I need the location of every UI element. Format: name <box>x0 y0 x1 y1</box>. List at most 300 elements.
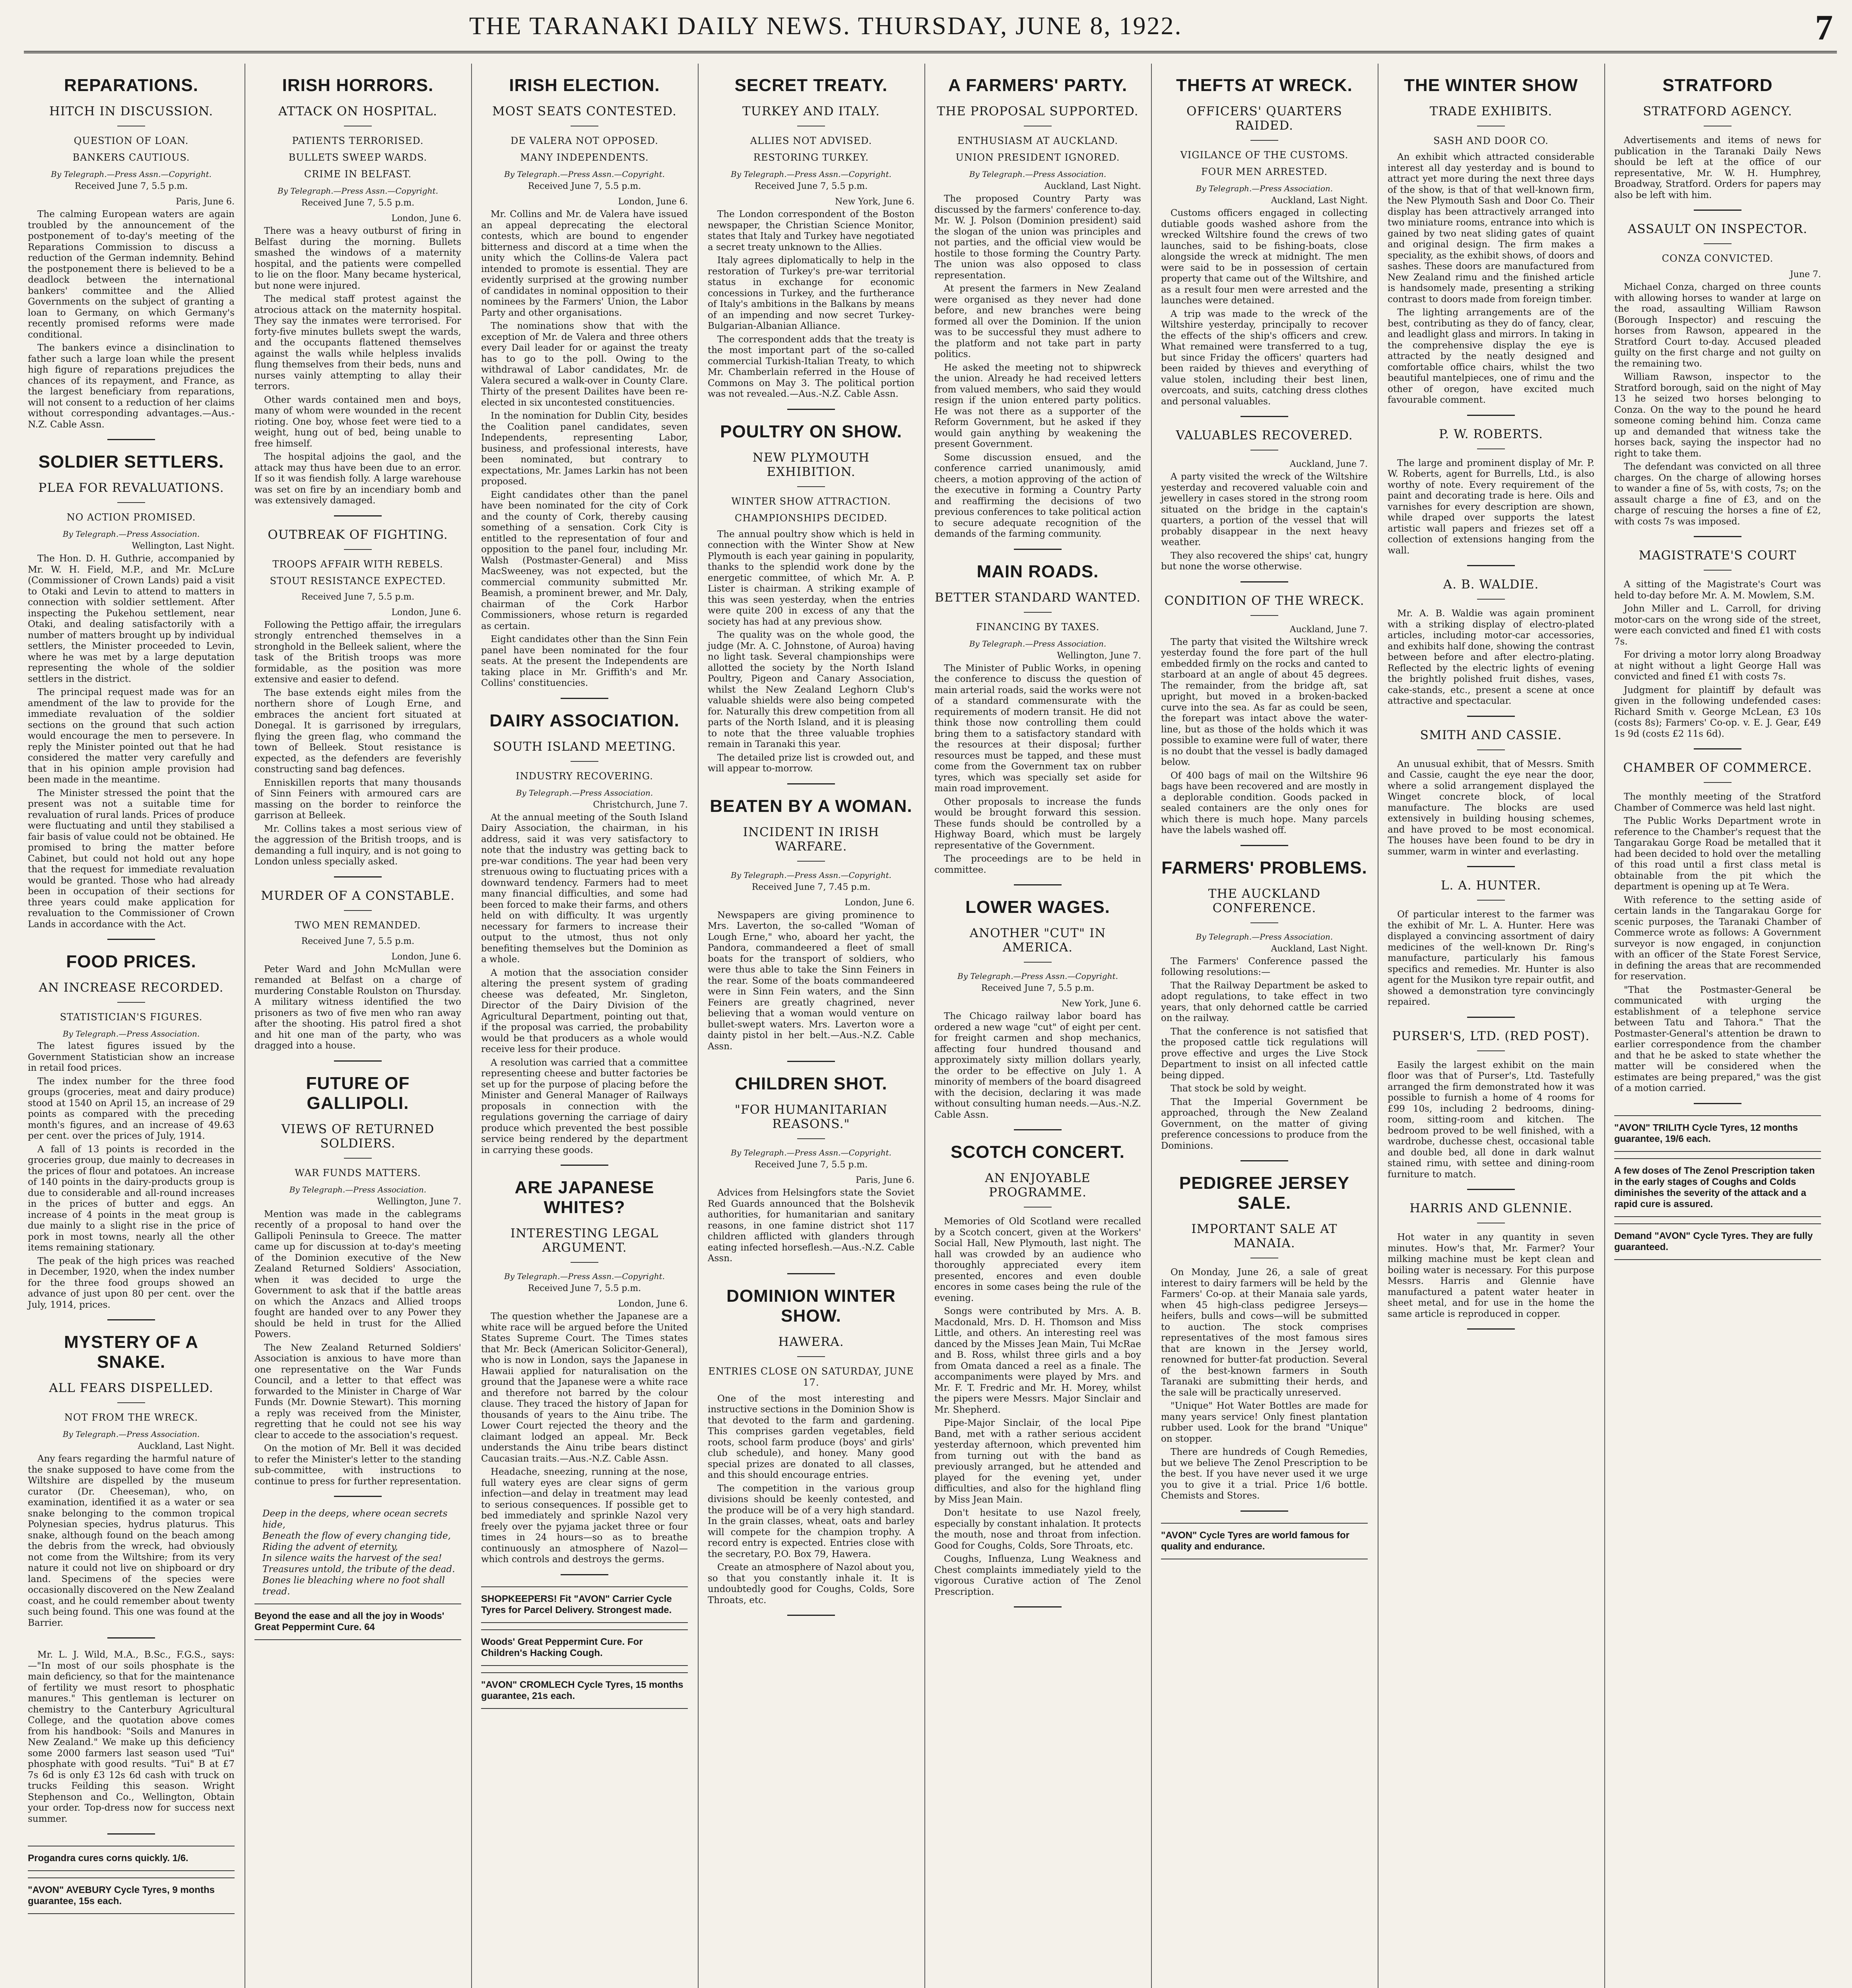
ad-text: "AVON" CROMLECH Cycle Tyres, 15 months guarantee, 21s each. <box>481 1679 683 1701</box>
received-time: Received June 7, 5.5 p.m. <box>754 1160 868 1170</box>
article <box>481 1178 688 1575</box>
poem-line: In silence waits the harvest of the sea! <box>262 1553 442 1563</box>
advertisement <box>1614 1223 1821 1260</box>
poem-line: Beneath the flow of every changing tide, <box>262 1531 451 1541</box>
paragraph: One of the most interesting and instructive sections in the Dominion Show is that devoted to the farm and gardening. This comprises garden vegetables, field roots, school farm produce (boys' and girls' club schedule), and honey. Many good special prizes are donated to all classes, and this should encourage entries. <box>708 1393 914 1480</box>
subheading: STRATFORD AGENCY. <box>1614 104 1821 126</box>
ad-text: Demand "AVON" Cycle Tyres. They are fully guaranteed. <box>1614 1230 1813 1252</box>
dateline: Paris, June 6. <box>856 1175 914 1185</box>
subheading: OUTBREAK OF FIGHTING. <box>254 528 461 550</box>
article-divider <box>1694 748 1741 749</box>
article <box>254 889 461 1062</box>
paragraph: Peter Ward and John McMullan were remanded at Belfast on a charge of murdering Constable Roulston on Thursday. A military witness identified the two prisoners as two of five men who ran away after the shooting. His patrol fired a shot and hit one man of the party, who was dragged into a house. <box>254 964 461 1051</box>
dateline: Wellington, June 7. <box>1057 650 1141 661</box>
paragraph: The monthly meeting of the Stratford Chamber of Commerce was held last night. <box>1614 792 1821 813</box>
article <box>1388 1201 1594 1330</box>
subheading: WAR FUNDS MATTERS. <box>295 1167 421 1178</box>
dateline: Auckland, Last Night. <box>1044 181 1141 191</box>
paragraph: The calming European waters are again troubled by the announcement of the postponement of to-day's meeting of the Reparations Commission to discuss a reduction of the German indemnity. Behind the postponement there is believed to be a deadlock between the international bankers' committee and the Allied Governments on the subject of granting a loan to Germany, on which Germany's recently promised reforms were made conditional. <box>28 209 235 340</box>
dateline: London, June 6. <box>844 897 914 908</box>
paragraph: "Unique" Hot Water Bottles are made for many years service! Only finest plantation rubber used. Look for the brand "Unique" on stopper. <box>1161 1401 1368 1444</box>
subheading: ENTHUSIASM AT AUCKLAND. <box>957 135 1118 146</box>
paragraph: Hot water in any quantity in seven minutes. How's that, Mr. Farmer? Your milking machine must be kept clean and boiling water is necessary. For this purpose Messrs. Harris and Glennie have manufactured a patent water heater in sheet metal, and for use in the home the same article is reproduced in copper. <box>1388 1232 1594 1319</box>
paragraph: The New Zealand Returned Soldiers' Association is anxious to have more than one representative on the War Funds Council, and a letter to that effect was forwarded to the Minister in Charge of War Funds (Mr. Downie Stewart). This morning a reply was received from the Minister, regretting that he could not see his way clear to accede to the association's request. <box>254 1342 461 1441</box>
ad-text: Woods' Great Peppermint Cure. For Children's Hacking Cough. <box>481 1636 643 1658</box>
subheading: CHAMPIONSHIPS DECIDED. <box>735 512 887 524</box>
subheading: VALUABLES RECOVERED. <box>1161 428 1368 450</box>
subheading: VIEWS OF RETURNED SOLDIERS. <box>254 1122 461 1159</box>
paragraph: That stock be sold by weight. <box>1171 1083 1306 1094</box>
article-divider <box>1467 565 1515 566</box>
page-number: 7 <box>1815 8 1833 47</box>
column-6 <box>1157 64 1372 1988</box>
paragraph: Don't hesitate to use Nazol freely, especially by constant inhalation. It protects the mouth, nose and throat from infection. Good for Coughs, Colds, Sore Throats, etc. <box>934 1508 1141 1551</box>
article-divider <box>1240 1160 1288 1161</box>
paragraph: A sitting of the Magistrate's Court was held to-day before Mr. A. M. Mowlem, S.M. <box>1614 579 1821 601</box>
byline: By Telegraph.—Press Assn.—Copyright. <box>278 186 438 196</box>
headline: A FARMERS' PARTY. <box>948 76 1128 95</box>
article-divider <box>787 783 835 784</box>
headline: CHILDREN SHOT. <box>735 1074 887 1093</box>
headline: SOLDIER SETTLERS. <box>38 452 224 472</box>
subheading: ENTRIES CLOSE ON SATURDAY, JUNE 17. <box>708 1365 914 1388</box>
paragraph: The large and prominent display of Mr. P. W. Roberts, agent for Burrells, Ltd., is also worthy of note. Every requirement of the paint and decorating trade is here. Oils and varnishes for every description are shown, while draped over supports the latest artistic wall papers and friezes set off a collection of extensions hanging from the wall. <box>1388 458 1594 556</box>
subheading: TWO MEN REMANDED. <box>295 919 421 931</box>
paragraph: The competition in the various group divisions should be keenly contested, and the produce will be of a very high standard. In the grain classes, wheat, oats and barley will compete for the champion trophy. A record entry is expected. Entries close with the secretary, P.O. Box 79, Hawera. <box>708 1483 914 1559</box>
dateline: London, June 6. <box>391 607 461 617</box>
paragraph: That the Railway Department be asked to adopt regulations, to take effect in two years, that only dehorned cattle be carried on the railway. <box>1161 980 1368 1023</box>
ad-text: Beyond the ease and all the joy in Woods' Great Peppermint Cure. 64 <box>254 1611 445 1633</box>
subheading: ANOTHER "CUT" IN AMERICA. <box>934 926 1141 963</box>
paragraph: There was a heavy outburst of firing in Belfast during the morning. Bullets smashed the windows of a maternity hospital, and the patients were compelled to lie on the floor. Many became hysterical, but none were injured. <box>254 226 461 291</box>
dateline: Auckland, June 7. <box>1289 459 1368 469</box>
subheading: ALLIES NOT ADVISED. <box>750 135 872 146</box>
paragraph: Mr. Collins and Mr. de Valera have issued an appeal deprecating the electoral contests, which are bound to engender bitterness and discord at a time when the unity which the Collins-de Valera pact intended to promote is essential. They are evidently surprised at the growing number of candidates in nominal opposition to their nominees by the Farmers' Union, the Labor Party and other organisations. <box>481 209 688 318</box>
subheading: CONZA CONVICTED. <box>1662 253 1774 264</box>
article <box>1388 577 1594 717</box>
paragraph: Of 400 bags of mail on the Wiltshire 96 bags have been recovered and are mostly in a deplorable condition. Goods packed in sealed containers are the only ones for which there is much hope. Many parcels have the labels washed off. <box>1161 770 1368 835</box>
subheading: THE AUCKLAND CONFERENCE. <box>1161 887 1368 923</box>
subheading: INDUSTRY RECOVERING. <box>516 770 653 782</box>
article <box>934 897 1141 1130</box>
dateline: New York, June 6. <box>1062 999 1141 1009</box>
subheading: FOUR MEN ARRESTED. <box>1201 166 1328 177</box>
advertisement <box>1161 1523 1368 1559</box>
headline: FUTURE OF GALLIPOLI. <box>306 1073 410 1113</box>
dateline: Auckland, Last Night. <box>1271 196 1368 206</box>
article-divider <box>1467 415 1515 416</box>
column-4 <box>704 64 918 1988</box>
article-divider <box>1467 866 1515 867</box>
subheading: PATIENTS TERRORISED. <box>292 135 424 146</box>
poem-line: Riding the advent of eternity, <box>262 1542 398 1552</box>
subheading: THE PROPOSAL SUPPORTED. <box>934 104 1141 126</box>
paragraph: Newspapers are giving prominence to Mrs. Laverton, the so-called "Woman of Lough Erne," who, aboard her yacht, the Pandora, commandeered a fleet of small boats for the transport of soldiers, who were thus able to take the Sinn Feiners in the rear. Some of the boats commandeered were in Sinn Fein waters, and the Sinn Feiners are greatly chagrined, never believing that a woman would venture on bullet-swept waters. Mrs. Laverton wore a dainty pistol in her belt.—Aus.-N.Z. Cable Assn. <box>708 910 914 1052</box>
paragraph: Mr. Collins takes a most serious view of the aggression of the British troops, and is demanding a full inquiry, and is not going to London unless specially asked. <box>254 823 461 867</box>
advertisement <box>1614 1158 1821 1217</box>
article-divider <box>1240 1510 1288 1512</box>
article-divider <box>787 409 835 410</box>
paragraph: Eight candidates other than the panel have been nominated for the city of Cork and the county of Cork, thereby causing something of a sensation. Cork City is entitled to the representation of four and opposition to the panel four, including Mr. Walsh (Postmaster-General) and Miss MacSweeney, was not expected, but the commercial community submitted Mr. Beamish, a prominent brewer, and Mr. Daly, chairman of the Cork Harbor Commissioners, whose return is regarded as certain. <box>481 489 688 631</box>
paragraph: The hospital adjoins the gaol, and the attack may thus have been due to an error. If so it was fiendish folly. A large warehouse was set on fire by an incendiary bomb and was extensively damaged. <box>254 452 461 506</box>
article <box>708 422 914 784</box>
dateline: London, June 6. <box>391 214 461 223</box>
article <box>1161 858 1368 1162</box>
dateline: London, June 6. <box>618 1299 688 1309</box>
paragraph: The correspondent adds that the treaty is the most important part of the so-called commercial Turkish-Italian Treaty, to which Mr. Chamberlain referred in the House of Commons on May 3. The political portion was not revealed.—Aus.-N.Z. Cable Assn. <box>708 334 914 399</box>
advertisement <box>481 1629 688 1666</box>
byline: By Telegraph.—Press Association. <box>969 639 1107 648</box>
advertisement <box>481 1586 688 1623</box>
newspaper-title: THE TARANAKI DAILY NEWS. THURSDAY, JUNE 8, 1922. <box>469 12 1182 40</box>
paragraph: Judgment for plaintiff by default was given in the following undefended cases: Richard Smith v. George McLean, £3 10s (costs 8s); Farmers' Co-op. v. E. J. Gear, £49 1s 9d (costs £2 11s 6d). <box>1614 685 1821 739</box>
article-divider <box>787 1273 835 1274</box>
paragraph: A motion that the association consider altering the present system of grading cheese was defeated, Mr. Singleton, Director of the Dairy Division of the Agricultural Department, pointing out that, if the proposal was carried, the probability would be that producers as a whole would receive less for their produce. <box>481 967 688 1054</box>
dateline: Christchurch, June 7. <box>593 800 688 810</box>
paragraph: The principal request made was for an amendment of the law to provide for the immediate revaluation of the soldier sections on the ground that such action would encourage the men to persevere. In reply the Minister pointed out that he had considered the matter very carefully and that in his opinion ample provision had been made in the meantime. <box>28 687 235 785</box>
byline: By Telegraph.—Press Association. <box>62 1429 200 1439</box>
paragraph: Any fears regarding the harmful nature of the snake supposed to have come from the Wiltshire are dispelled by the museum curator (Dr. Cheeseman), who, on examination, identified it as a water or sea snake belonging to the common tropical Polynesian species, hydrus platurus. This snake, although found on the beach among the debris from the wreck, had obviously not come from the Wiltshire; from its very nature it could not live on shipboard or dry land. Specimens of the species were occasionally discovered on the New Zealand coast, and he could remember about twenty such being found. This one was found at the Barrier. <box>28 1454 235 1628</box>
paragraph: A trip was made to the wreck of the Wiltshire yesterday, principally to recover the effects of the ship's officers and crew. What remained were transferred to a tug, but since Friday the officers' quarters had been raided by thieves and everything of value stolen, including their best linen, overcoats, and suits, catching dress clothes and personal valuables. <box>1161 309 1368 407</box>
paragraph: The proceedings are to be held in committee. <box>934 854 1141 875</box>
subheading: INTERESTING LEGAL ARGUMENT. <box>481 1226 688 1263</box>
column-rule <box>698 64 699 1988</box>
paragraph: "That the Postmaster-General be communicated with urging the establishment of a telephone service between Tatu and Tahora." That the Postmaster-General's attention be drawn to earlier correspondence from the chamber and that he be asked to state whether the matter will be considered when the estimates are being prepared," was the gist of a motion carried. <box>1614 984 1821 1093</box>
subheading: ATTACK ON HOSPITAL. <box>254 104 461 126</box>
subheading: CONDITION OF THE WRECK. <box>1161 594 1368 616</box>
column-rule <box>924 64 925 1988</box>
headline: FARMERS' PROBLEMS. <box>1161 858 1367 878</box>
article <box>28 1650 235 1835</box>
subheading: NOT FROM THE WRECK. <box>64 1412 198 1423</box>
received-time: Received June 7, 5.5 p.m. <box>528 181 641 191</box>
article <box>708 796 914 1062</box>
headline: FOOD PRICES. <box>66 952 196 971</box>
ad-text: "AVON" AVEBURY Cycle Tyres, 9 months guarantee, 15s each. <box>28 1885 215 1906</box>
paragraph: Memories of Old Scotland were recalled by a Scotch concert, given at the Workers' Social Hall, New Plymouth, last night. The hall was crowded by an audience who thoroughly appreciated every item presented, encores and even double encores in some cases being the rule of the evening. <box>934 1216 1141 1303</box>
subheading: STOUT RESISTANCE EXPECTED. <box>270 575 446 586</box>
article <box>1614 761 1821 1104</box>
subheading: DE VALERA NOT OPPOSED. <box>511 135 658 146</box>
paragraph: For driving a motor lorry along Broadway at night without a light George Hall was convicted and fined £1 with costs 7s. <box>1614 650 1821 682</box>
poem-line: Deep in the deeps, where ocean secrets hide, <box>262 1508 448 1530</box>
article-divider <box>107 1319 155 1320</box>
article <box>708 76 914 410</box>
paragraph: The nominations show that with the exception of Mr. de Valera and three others every Dail leader for or against the treaty has to go to the poll. Owing to the withdrawal of Labor candidates, Mr. de Valera secured a walk-over in County Clare. Thirty of the present Dailites have been re-elected in six uncontested constituencies. <box>481 321 688 408</box>
article <box>1388 427 1594 567</box>
paragraph: Coughs, Influenza, Lung Weakness and Chest complaints immediately yield to the vigorous Curative action of The Zenol Prescription. <box>934 1554 1141 1597</box>
subheading: A. B. WALDIE. <box>1388 577 1594 600</box>
article <box>1388 728 1594 868</box>
paragraph: That the Imperial Government be approached, through the New Zealand Government, on the matter of giving preference concessions to produce from the Dominions. <box>1161 1097 1368 1151</box>
headline: DOMINION WINTER SHOW. <box>726 1286 896 1326</box>
paragraph: The Chicago railway labor board has ordered a new wage "cut" of eight per cent. for freight carmen and shop mechanics, affecting four hundred thousand and approximately sixty million dollars yearly, the order to be effective on July 1. A minority of members of the board disagreed with the decision, declaring it was made without consulting human needs.—Aus.-N.Z. Cable Assn. <box>934 1011 1141 1120</box>
paragraph: The London correspondent of the Boston newspaper, the Christian Science Monitor, states that Italy and Turkey have negotiated a secret treaty unknown to the Allies. <box>708 209 914 252</box>
paragraph: Create an atmosphere of Nazol about you, so that you constantly inhale it. It is undoubtedly good for Coughs, Colds, Sore Throats, etc. <box>708 1562 914 1606</box>
headline: IRISH HORRORS. <box>282 76 434 95</box>
paragraph: The defendant was convicted on all three charges. On the charge of allowing horses to wander a fine of 5s, with costs, 7s; on the assault charge a fine of £3, and on the charge of rescuing the horses a fine of £2, with costs 7s was imposed. <box>1614 462 1821 527</box>
advertisement <box>28 1846 235 1871</box>
article-divider <box>1467 1328 1515 1330</box>
dateline: Wellington, Last Night. <box>132 541 235 551</box>
byline: By Telegraph.—Press Assn.—Copyright. <box>504 1272 665 1281</box>
subheading: UNION PRESIDENT IGNORED. <box>955 152 1120 163</box>
subheading: CHAMBER OF COMMERCE. <box>1614 761 1821 783</box>
subheading: MAGISTRATE'S COURT <box>1614 548 1821 571</box>
byline: By Telegraph.—Press Assn.—Copyright. <box>731 169 891 179</box>
column-5 <box>930 64 1145 1988</box>
article <box>1161 1173 1368 1512</box>
article <box>1161 428 1368 582</box>
column-7 <box>1384 64 1598 1988</box>
masthead <box>24 7 1837 53</box>
subheading: BULLETS SWEEP WARDS. <box>288 152 427 163</box>
headline: DAIRY ASSOCIATION. <box>489 711 679 730</box>
paragraph: On Monday, June 26, a sale of great interest to dairy farmers will be held by the Farmers' Co-op. at their Manaia sale yards, when 45 high-class pedigree Jerseys—heifers, bulls and cows—will be submitted to auction. The stock comprises representatives of the most famous sires that are known in the Jersey world, renowned for butter-fat production. Several of the best-known farmers in South Taranaki are submitting their herds, and the sale will be practically unreserved. <box>1161 1267 1368 1398</box>
byline: By Telegraph.—Press Association. <box>1196 184 1333 193</box>
article-divider <box>1694 210 1741 211</box>
article-divider <box>107 1637 155 1639</box>
advertisement <box>1614 1115 1821 1152</box>
dateline: London, June 6. <box>618 197 688 207</box>
byline: By Telegraph.—Press Assn.—Copyright. <box>731 1148 891 1157</box>
paragraph: The Farmers' Conference passed the following resolutions:— <box>1161 956 1368 977</box>
subheading: BANKERS CAUTIOUS. <box>72 152 190 163</box>
paragraph: At the annual meeting of the South Island Dairy Association, the chairman, in his address, said it was very satisfactory to note that the industry was getting back to pre-war conditions. The year had been very strenuous owing to fluctuating prices with a downward tendency. Farmers had to meet many financial difficulties, and some had been forced to make their farms, and others held on with difficulty. It was urgently necessary for farmers to increase their output to the utmost, thus not only benefiting themselves but the Dominion as a whole. <box>481 812 688 965</box>
ad-text: A few doses of The Zenol Prescription taken in the early stages of Coughs and Colds diminishes the severity of the attack and a rapid cure is assured. <box>1614 1165 1815 1209</box>
dateline: Auckland, June 7. <box>1289 624 1368 635</box>
received-time: Received June 7, 5.5 p.m. <box>528 1283 641 1293</box>
paragraph: Advices from Helsingfors state the Soviet Red Guards announced that the Bolshevik authorities, for humanitarian and sanitary reasons, in one famine district shot 117 children afflicted with glanders through eating infected horseflesh.—Aus.-N.Z. Cable Assn. <box>708 1188 914 1264</box>
subheading: HARRIS AND GLENNIE. <box>1388 1201 1594 1223</box>
article-divider <box>334 1060 382 1062</box>
paragraph: A resolution was carried that a committee representing cheese and butter factories be set up for the purpose of placing before the Minister and General Manager of Railways proposals in connection with the regulations governing the carriage of dairy produce which prevented the best possible service being rendered by the department in carrying these goods. <box>481 1057 688 1155</box>
subheading: FINANCING BY TAXES. <box>976 621 1100 633</box>
article-divider <box>561 1574 608 1575</box>
headline: MYSTERY OF A SNAKE. <box>64 1332 198 1372</box>
paragraph: An unusual exhibit, that of Messrs. Smith and Cassie, caught the eye near the door, where a solid arrangement displayed the Winget concrete block, of local manufacture. The blocks are used extensively in building housing schemes, and have proved to be most economical. The houses have been found to be dry in summer, warm in winter and everlasting. <box>1388 759 1594 857</box>
article-divider <box>107 439 155 440</box>
article-divider <box>561 1165 608 1166</box>
subheading: WINTER SHOW ATTRACTION. <box>731 495 891 507</box>
subheading: HITCH IN DISCUSSION. <box>28 104 235 126</box>
subheading: INCIDENT IN IRISH WARFARE. <box>708 825 914 862</box>
paragraph: Eight candidates other than the Sinn Fein panel have been nominated for the four seats. At the present the Independents are taking place in Mr. Griffith's and Mr. Collins' constituencies. <box>481 634 688 688</box>
paragraph: Advertisements and items of news for publication in the Taranaki Daily News should be left at the office of our representative, Mr. W. H. Humphrey, Broadway, Stratford. Orders for papers may also be left with him. <box>1614 135 1821 200</box>
article <box>28 1332 235 1639</box>
subheading: OFFICERS' QUARTERS RAIDED. <box>1161 104 1368 141</box>
article <box>1614 76 1821 211</box>
subheading: TROOPS AFFAIR WITH REBELS. <box>272 558 443 570</box>
article-divider <box>1240 416 1288 417</box>
headline: LOWER WAGES. <box>965 897 1110 917</box>
article-divider <box>107 939 155 940</box>
column-3 <box>477 64 692 1988</box>
paragraph: An exhibit which attracted considerable interest all day yesterday and is bound to attract yet more during the next three days of the show, is that of that well-known firm, the New Plymouth Sash and Door Co. Their display has been attractively arranged into two miniature rooms, entrance into which is gained by two neat sliding gates of quaint and original design. The firm makes a speciality, as the exhibit shows, of doors and sashes. These doors are manufactured from New Zealand rimu and the finished article is handsomely made, presenting a striking contrast to doors made from foreign timber. <box>1388 152 1594 305</box>
subheading: RESTORING TURKEY. <box>753 152 869 163</box>
poem-line: Bones lie bleaching where no foot shall tread. <box>262 1575 445 1597</box>
paragraph: He asked the meeting not to shipwreck the union. Already he had received letters from valued members, who said they would resign if the union entered party politics. He was not there as a supporter of the Reform Government, but he asked if they would gain anything by weakening the present Government. <box>934 362 1141 449</box>
paragraph: The Public Works Department wrote in reference to the Chamber's request that the Tangarakau Gorge Road be metalled that it had been decided to hold over the metalling of this road until a first class metal is obtainable from the pit which the department is opening up at Te Wera. <box>1614 816 1821 892</box>
paragraph: The base extends eight miles from the northern shore of Lough Erne, and embraces the ancient fort situated at Donegal. It is garrisoned by irregulars, flying the green flag, who command the town of Belleek. Stout resistance is expected, as the defenders are feverishly constructing sand bag defences. <box>254 687 461 775</box>
article <box>1614 548 1821 749</box>
subheading: CRIME IN BELFAST. <box>304 169 412 180</box>
poem <box>262 1508 461 1597</box>
subheading: SMITH AND CASSIE. <box>1388 728 1594 750</box>
subheading: MURDER OF A CONSTABLE. <box>254 889 461 911</box>
paragraph: Of particular interest to the farmer was the exhibit of Mr. L. A. Hunter. Here was displayed a convincing assortment of dairy medicines of the well-known Dr. Ring's manufacture, particularly his famous specifics and remedies. Mr. Hunter is also agent for the Musikon tyre repair outfit, and showed a demonstration tyre convincingly repaired. <box>1388 909 1594 1007</box>
paragraph: With reference to the setting aside of certain lands in the Tangarakau Gorge for scenic purposes, the Taranaki Chamber of Commerce wrote as follows: A Government surveyor is now engaged, in conjunction with an officer of the State Forest Service, in defining the areas that are recommended for reservation. <box>1614 895 1821 982</box>
article-divider <box>561 698 608 699</box>
subheading: TURKEY AND ITALY. <box>708 104 914 126</box>
paragraph: Mention was made in the cablegrams recently of a proposal to hand over the Gallipoli Peninsula to Greece. The matter came up for discussion at to-day's meeting of the Dominion executive of the New Zealand Returned Soldiers' Association, when it was decided to urge the Government to ask that if the battle areas on which the Anzacs and Allied troops fought are handed over to any Power they should be held in trust for the Allied Powers. <box>254 1209 461 1340</box>
article-divider <box>787 1061 835 1062</box>
article <box>28 76 235 440</box>
article-divider <box>1467 716 1515 717</box>
paragraph: Other proposals to increase the funds would be brought forward this session. These funds should be controlled by a Highway Board, which must be largely representative of the Government. <box>934 796 1141 851</box>
article <box>28 952 235 1320</box>
subheading: QUESTION OF LOAN. <box>74 135 189 146</box>
byline: By Telegraph.—Press Assn.—Copyright. <box>957 971 1118 981</box>
paragraph: That the conference is not satisfied that the proposed cattle tick regulations will prove effective and urges the Live Stock Department to insist on all infected cattle being dipped. <box>1161 1026 1368 1081</box>
paragraph: The lighting arrangements are of the best, contributing as they do of fancy, clear, and leadlight glass and mirrors. In taking in the comprehensive display the eye is attracted by the neatly designed and comfortable office chairs, whilst the two beautiful mantelpieces, one of rimu and the other of oregon, have excited much favourable comment. <box>1388 307 1594 405</box>
dateline: London, June 6. <box>391 951 461 962</box>
paragraph: Mr. L. J. Wild, M.A., B.Sc., F.G.S., says:—"In most of our soils phosphate is the main deficiency, so that for the maintenance of fertility we must resort to phosphatic manures." This gentleman is lecturer on chemistry to the Canterbury Agricultural College, and the quotation above comes from his handbook: "Soils and Manures in New Zealand." We make up this deficiency some 2000 farmers last season used "Tui" phosphate with good results. "Tui" B at £7 7s 6d is only £3 12s 6d cash with truck on trucks Feilding this season. Wright Stephenson and Co., Wellington, Obtain your order. Top-dress now for success next summer. <box>28 1650 235 1824</box>
article <box>1614 222 1821 537</box>
byline: By Telegraph.—Press Association. <box>289 1184 427 1194</box>
paragraph: The peak of the high prices was reached in December, 1920, when the index number for the three food groups showed an advance of just upon 80 per cent. over the July, 1914, prices. <box>28 1256 235 1310</box>
article-divider <box>1240 845 1288 846</box>
article <box>1388 878 1594 1018</box>
received-time: Received June 7, 5.5 p.m. <box>74 181 188 191</box>
dateline: New York, June 6. <box>835 197 914 207</box>
article-divider <box>334 515 382 516</box>
subheading: HAWERA. <box>708 1335 914 1357</box>
article-divider <box>1694 1103 1741 1104</box>
column-2 <box>250 64 465 1988</box>
subheading: VIGILANCE OF THE CUSTOMS. <box>1180 149 1349 161</box>
subheading: IMPORTANT SALE AT MANAIA. <box>1161 1222 1368 1258</box>
article <box>1161 594 1368 846</box>
paragraph: They also recovered the ships' cat, hungry but none the worse otherwise. <box>1161 550 1368 572</box>
ad-text: Progandra cures corns quickly. 1/6. <box>28 1853 188 1864</box>
article <box>254 76 461 516</box>
advertisement <box>481 1672 688 1709</box>
headline: STRATFORD <box>1662 76 1773 95</box>
paragraph: Songs were contributed by Mrs. A. B. Macdonald, Mrs. D. H. Thomson and Miss Little, and others. An interesting reel was danced by the Misses Jean Main, Tui McRae and B. Ross, whilst three girls and a boy from Omata danced a reel as a finale. The accompaniments were played by Mrs. and Mr. F. T. Fredric and Mr. H. Morey, whilst the pipers were Messrs. Major Sinclair and Mr. Shepherd. <box>934 1306 1141 1415</box>
article <box>28 452 235 940</box>
paragraph: Michael Conza, charged on three counts with allowing horses to wander at large on the road, assaulting William Rawson (Borough Inspector) and rescuing the horses from Rawson, appeared in the Stratford Court to-day. Accused pleaded guilty on the first charge and not guilty on the remaining two. <box>1614 282 1821 369</box>
paragraph: At present the farmers in New Zealand were organised as they never had done before, and new branches were being formed all over the Dominion. If the union was to be successful they must adhere to the platform and not take part in party politics. <box>934 283 1141 359</box>
subheading: SASH AND DOOR CO. <box>1433 135 1549 146</box>
headline: POULTRY ON SHOW. <box>720 421 902 441</box>
paragraph: The quality was on the whole good, the judge (Mr. A. C. Johnstone, of Auroa) having no light task. Several championships were allotted the society by the North Island Poultry, Pigeon and Canary Association, whilst the New Zealand Leghorn Club's valuable shields were also being competed for. Naturally this drew competition from all parts of the North Island, and it is pleasing to note that the three valuable trophies remain in Taranaki this year. <box>708 630 914 749</box>
paragraph: Enniskillen reports that many thousands of Sinn Feiners with armoured cars are massing on the border to reinforce the garrison at Belleek. <box>254 777 461 821</box>
received-time: Received June 7, 5.5 p.m. <box>301 592 415 602</box>
dateline: Paris, June 6. <box>176 197 235 207</box>
subheading: AN INCREASE RECORDED. <box>28 980 235 1003</box>
paragraph: Mr. A. B. Waldie was again prominent with a striking display of electro-plated articles, including motor-car accessories, and exhibits half done, showing the contrast between before and after electro-plating. Reflected by the electric lights of evening the brightly polished fruit dishes, vases, cake-stands, etc., present a scene at once attractive and spectacular. <box>1388 608 1594 706</box>
article-divider <box>1240 581 1288 582</box>
paragraph: The annual poultry show which is held in connection with the Winter Show at New Plymouth is each year gaining in popularity, thanks to the splendid work done by the energetic committee, of which Mr. A. P. Lister is chairman. A striking example of this was seen yesterday, when the entries were quite 200 in excess of any that the society has had at any previous show. <box>708 529 914 627</box>
paragraph: Customs officers engaged in collecting dutiable goods washed ashore from the wrecked Wiltshire found the crews of two launches, said to be fishing-boats, close alongside the wreck at midnight. The men were said to be in possession of certain property that came out of the Wiltshire, and as a result four men were arrested and the launches were detained. <box>1161 208 1368 306</box>
article-divider <box>1694 536 1741 537</box>
ad-text: "AVON" TRILITH Cycle Tyres, 12 months guarantee, 19/6 each. <box>1614 1122 1798 1144</box>
paragraph: The Minister stressed the point that the present was not a suitable time for revaluation of rural lands. Prices of produce were fluctuating and until they stabilised a fair basis of value could not be obtained. He promised to bring the matter before Cabinet, but could not hold out any hope that the request for immediate revaluation would be granted. Those who had already been in occupation of their sections for three years could make application for revaluation to the Commissioner of Crown Lands in accordance with the Act. <box>28 788 235 930</box>
paragraph: Other wards contained men and boys, many of whom were wounded in the recent rioting. One boy, whose feet were tied to a weight, hung out of bed, being unable to free himself. <box>254 394 461 449</box>
column-rule <box>471 64 472 1988</box>
byline: By Telegraph.—Press Association. <box>969 169 1107 179</box>
headline: THE WINTER SHOW <box>1404 76 1578 95</box>
column-rule <box>1604 64 1605 1988</box>
paragraph: The medical staff protest against the atrocious attack on the maternity hospital. They say the inmates were terrorised. For forty-five minutes bullets swept the wards, and the occupants flattened themselves against the walls while helpless invalids flung themselves from their beds, nuns and nurses vainly attempting to allay their terrors. <box>254 294 461 392</box>
paragraph: Following the Pettigo affair, the irregulars strongly entrenched themselves in a stronghold in the Belleek salient, where the task of the British troops was more formidable, as the position was more extensive and easier to defend. <box>254 619 461 685</box>
byline: By Telegraph.—Press Assn.—Copyright. <box>51 169 212 179</box>
paragraph: The detailed prize list is crowded out, and will appear to-morrow. <box>708 752 914 774</box>
dateline: Auckland, Last Night. <box>138 1441 235 1451</box>
received-time: Received June 7, 5.5 p.m. <box>754 181 868 191</box>
article <box>1388 76 1594 416</box>
subheading: L. A. HUNTER. <box>1388 878 1594 901</box>
paragraph: John Miller and L. Carroll, for driving motor-cars on the wrong side of the street, were each convicted and fined £1 with costs 7s. <box>1614 604 1821 647</box>
article <box>481 76 688 699</box>
paragraph: On the motion of Mr. Bell it was decided to refer the Minister's letter to the standing sub-committee, with instructions to continue to press for further representation. <box>254 1443 461 1487</box>
subheading: AN ENJOYABLE PROGRAMME. <box>934 1171 1141 1208</box>
paragraph: A fall of 13 points is recorded in the groceries group, due mainly to decreases in the prices of flour and potatoes. An increase of 140 points in the dairy-products group is due to considerable and all-round increases in the prices of butter and eggs. An increase of 4 points in the meat group is due mainly to a slight rise in the price of pork in most towns, nearly all the other items remaining stationary. <box>28 1144 235 1253</box>
ad-text: "AVON" Cycle Tyres are world famous for quality and endurance. <box>1161 1530 1349 1552</box>
paragraph: Pipe-Major Sinclair, of the local Pipe Band, met with a rather serious accident yesterday afternoon, which prevented him from turning out with the band as previously arranged, but he attended and played for the evening yet, under difficulties, and also for the highland fling by Miss Jean Main. <box>934 1418 1141 1505</box>
headline: SCOTCH CONCERT. <box>951 1142 1125 1162</box>
headline: IRISH ELECTION. <box>509 76 660 95</box>
byline: By Telegraph.—Press Association. <box>516 788 653 798</box>
paragraph: The proposed Country Party was discussed by the farmers' conference to-day. Mr. W. J. Polson (Dominion president) said the slogan of the union was principles and not parties, and the official view would be hostile to those forming the Country Party. The union was also opposed to class representation. <box>934 194 1141 281</box>
headline: ARE JAPANESE WHITES? <box>514 1178 654 1217</box>
subheading: PURSER'S, LTD. (RED POST). <box>1388 1029 1594 1051</box>
dateline: June 7. <box>1790 270 1821 280</box>
article <box>481 711 688 1166</box>
column-1 <box>24 64 239 1988</box>
article <box>708 1074 914 1274</box>
subheading: ALL FEARS DISPELLED. <box>28 1381 235 1403</box>
article <box>1161 76 1368 417</box>
subheading: BETTER STANDARD WANTED. <box>934 590 1141 613</box>
article-divider <box>334 876 382 878</box>
paragraph: Italy agrees diplomatically to help in the restoration of Turkey's pre-war territorial status in exchange for economic concessions in Turkey, and the furtherance of Italy's ambitions in the Balkans by means of an impending and now secret Turkey-Bulgarian-Albanian Alliance. <box>708 255 914 331</box>
subheading: NO ACTION PROMISED. <box>66 512 196 523</box>
headline: PEDIGREE JERSEY SALE. <box>1179 1173 1350 1213</box>
paragraph: Headache, sneezing, running at the nose, full watery eyes are clear signs of germ infection—and delay in treatment may lead to serious consequences. If possible get to bed immediately and sprinkle Nazol very freely over the pyjama jacket three or four times in 24 hours—so as to breathe continuously an atmosphere of Nazol—which controls and destroys the germs. <box>481 1467 688 1565</box>
article-divider <box>107 1833 155 1835</box>
subheading: "FOR HUMANITARIAN REASONS." <box>708 1103 914 1139</box>
article-divider <box>1014 1606 1062 1607</box>
poem-line: Treasures untold, the tribute of the dead. <box>262 1564 455 1574</box>
subheading: STATISTICIAN'S FIGURES. <box>60 1011 203 1023</box>
received-time: Received June 7, 5.5 p.m. <box>301 198 415 208</box>
headline: REPARATIONS. <box>64 76 198 95</box>
article <box>934 562 1141 886</box>
article-divider <box>787 1615 835 1616</box>
received-time: Received June 7, 7.45 p.m. <box>751 882 871 892</box>
paragraph: The latest figures issued by the Government Statistician show an increase in retail food prices. <box>28 1041 235 1073</box>
subheading: ASSAULT ON INSPECTOR. <box>1614 222 1821 244</box>
article-divider <box>1014 1129 1062 1130</box>
column-8 <box>1610 64 1825 1988</box>
article-divider <box>1014 884 1062 885</box>
paragraph: The question whether the Japanese are a white race will be argued before the United States Supreme Court. The Times states that Mr. Beck (American Solicitor-General), who is now in London, says the Japanese in Hawaii applied for naturalisation on the ground that the Japanese were a white race and therefore not barred by the colour clause. They traced the history of Japan for thousands of years to the Ainu tribe. The Lower Court rejected the theory and the claimant lodged an appeal. Mr. Beck understands the Ainu tribe bears distinct Caucasian traits.—Aus.-N.Z. Cable Assn. <box>481 1311 688 1464</box>
paragraph: The index number for the three food groups (groceries, meat and dairy produce) stood at 1540 on April 15, an increase of 29 points as compared with the preceding month's figures, and an increase of 49.63 per cent. over the prices of July, 1914. <box>28 1076 235 1141</box>
byline: By Telegraph.—Press Association. <box>62 529 200 539</box>
paragraph: The bankers evince a disinclination to father such a large loan while the present high figure of reparations prejudices the chances of its repayment, and France, as the largest beneficiary from reparations, will not consent to a reduction of her claims without corresponding advantages.—Aus.-N.Z. Cable Assn. <box>28 343 235 430</box>
